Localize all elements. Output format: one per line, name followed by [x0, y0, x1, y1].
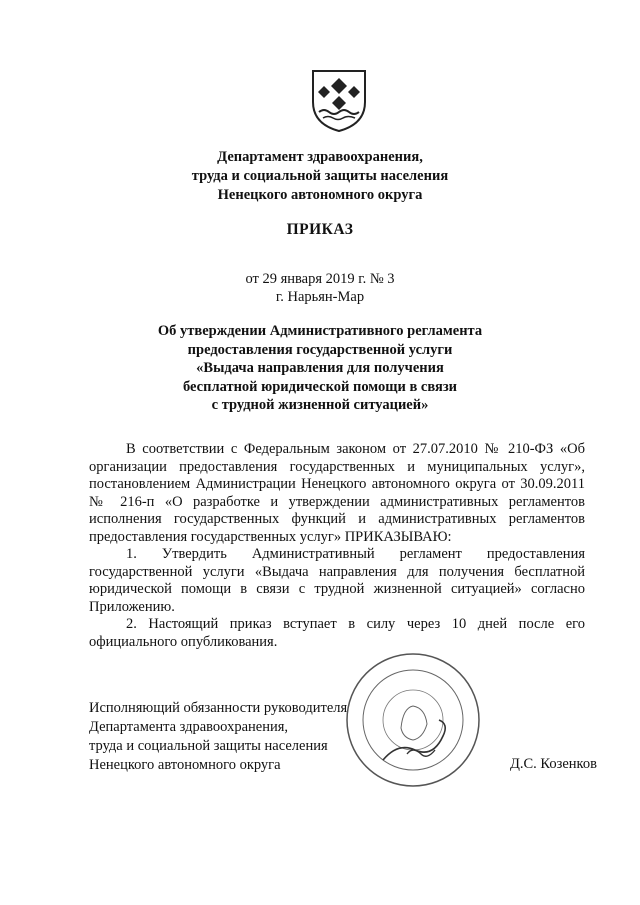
order-title: ПРИКАЗ: [286, 221, 354, 238]
signatory-line: труда и социальной защиты населения: [89, 738, 328, 754]
body-preamble: В соответствии с Федеральным законом от 27.07.2010 № 210-ФЗ «Об организации предоставления государственных и муниципальных услуг», постановлением Администрации Ненецкого автономного округа от 30.09.2011 № 216-п «О разработке и утверждении административных регламентов исполнения государственных функций и административных регламентов предоставления государственных услуг» ПРИКАЗЫВАЮ:: [89, 441, 585, 545]
body-item-2: 2. Настоящий приказ вступает в силу через 10 дней после его официального опубликования.: [89, 616, 585, 650]
body-item-1: 1. Утвердить Административный регламент предоставления государственной услуги «Выдача направления для получения бесплатной юридической помощи в связи с трудной жизненной ситуацией» согласно Приложению.: [89, 546, 585, 615]
subject-line: бесплатной юридической помощи в связи: [182, 378, 458, 395]
subject-line: Об утверждении Административного регламента: [157, 323, 483, 339]
signatory-line: Исполняющий обязанности руководителя: [89, 700, 348, 716]
order-place: г. Нарьян-Мар: [275, 289, 365, 305]
signatory-position: [89, 699, 347, 775]
signatory-line: Ненецкого автономного округа: [89, 757, 281, 773]
order-date-number: от 29 января 2019 г. № 3: [245, 271, 395, 287]
signatory-name: Д.С. Козенков: [510, 756, 597, 772]
subject-line: с трудной жизненной ситуацией»: [211, 397, 429, 413]
order-meta: [0, 270, 640, 306]
department-line: труда и социальной защиты населения: [191, 168, 449, 184]
department-header: [0, 148, 640, 205]
signatory-line: Департамента здравоохранения,: [89, 719, 289, 735]
subject-line: «Выдача направления для получения: [196, 360, 444, 376]
subject-line: предоставления государственной услуги: [187, 341, 453, 358]
coat-of-arms-emblem-icon: [310, 68, 368, 134]
official-seal-stamp: [343, 650, 483, 790]
department-line: Департамент здравоохранения,: [217, 149, 423, 165]
order-body: [89, 441, 585, 651]
department-line: Ненецкого автономного округа: [217, 187, 423, 203]
order-subject: [0, 322, 640, 415]
